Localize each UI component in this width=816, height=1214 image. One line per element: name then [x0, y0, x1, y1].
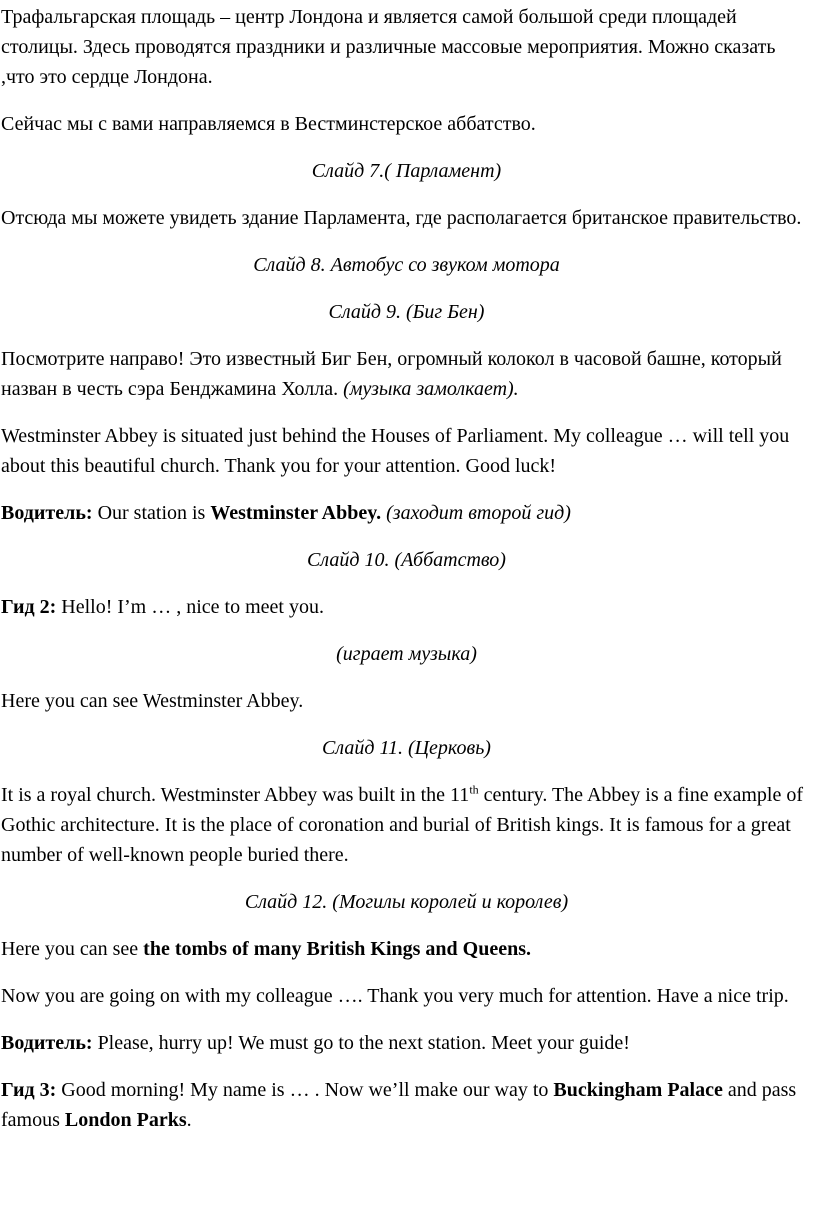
- guide-3-end: .: [186, 1109, 192, 1131]
- ordinal-suffix: th: [469, 782, 479, 797]
- station-name: Westminster Abbey.: [210, 502, 382, 524]
- slide-11-heading: Слайд 11. (Церковь): [322, 737, 491, 759]
- tombs-bold: the tombs of many British Kings and Queens.: [143, 938, 531, 960]
- buckingham-palace: Buckingham Palace: [553, 1079, 723, 1101]
- paragraph-royal-church: [1, 780, 812, 870]
- slide-8-heading: Слайд 8. Автобус со звуком мотора: [253, 254, 560, 276]
- royal-church-text-start: It is a royal church. Westminster Abbey was built in the 11: [1, 784, 470, 806]
- london-parks: London Parks: [64, 1109, 187, 1131]
- big-ben-text: Посмотрите направо! Это известный Биг Бен, огромный колокол в часовой башне, который назван в честь сэра Бенджамина Холла.: [1, 348, 782, 400]
- guide-2-greeting-text: Hello! I’m … , nice to meet you.: [61, 596, 324, 618]
- slide-12-heading: Слайд 12. (Могилы королей и королев): [244, 891, 569, 913]
- stage-direction-music-stops: (музыка замолкает).: [343, 378, 519, 400]
- paragraph-tombs: [1, 934, 812, 964]
- speaker-driver: Водитель:: [1, 502, 93, 524]
- guide-3-text-1: Good morning! My name is … . Now we’ll make our way to: [61, 1079, 549, 1101]
- guide-3-text-2: and pass famous: [1, 1079, 797, 1131]
- driver-hurry-text: Please, hurry up! We must go to the next station. Meet your guide!: [97, 1032, 630, 1054]
- tombs-text: Here you can see: [1, 938, 139, 960]
- paragraph-abbey-see: Here you can see Westminster Abbey.: [1, 690, 304, 712]
- paragraph-trafalgar: Трафальгарская площадь – центр Лондона и является самой большой среди площадей столицы. Здесь проводятся праздники и различные массовые мероприятия. Можно сказать ,что это сердце Лондона.: [1, 6, 776, 88]
- paragraph-goodbye: Now you are going on with my colleague …. Thank you very much for attention. Have a nice trip.: [1, 985, 789, 1007]
- speaker-driver-2: Водитель:: [1, 1032, 93, 1054]
- paragraph-guide-2-greeting: [1, 592, 812, 622]
- paragraph-guide-3: [1, 1075, 812, 1135]
- slide-9-heading: Слайд 9. (Биг Бен): [328, 301, 485, 323]
- paragraph-driver-station: [1, 498, 812, 528]
- royal-church-text-end: century. The Abbey is a fine example of Gothic architecture. It is the place of coronation and burial of British kings. It is famous for a great number of well-known people buried there.: [1, 784, 803, 866]
- speaker-guide-3: Гид 3:: [1, 1079, 57, 1101]
- slide-7-heading: Слайд 7.( Парламент): [311, 160, 502, 182]
- paragraph-abbey-intro: Westminster Abbey is situated just behind the Houses of Parliament. My colleague … will tell you about this beautiful church. Thank you for your attention. Good luck!: [1, 425, 790, 477]
- stage-direction-second-guide: (заходит второй гид): [386, 502, 571, 524]
- paragraph-driver-hurry: [1, 1028, 812, 1058]
- paragraph-parliament: Отсюда мы можете увидеть здание Парламента, где располагается британское правительство.: [1, 207, 802, 229]
- paragraph-big-ben: [1, 344, 812, 404]
- stage-direction-music-plays: (играет музыка): [336, 643, 477, 665]
- paragraph-westminster-direction: Сейчас мы с вами направляемся в Вестминстерское аббатство.: [1, 113, 536, 135]
- speaker-guide-2: Гид 2:: [1, 596, 57, 618]
- slide-10-heading: Слайд 10. (Аббатство): [307, 549, 506, 571]
- driver-station-text: Our station is: [97, 502, 206, 524]
